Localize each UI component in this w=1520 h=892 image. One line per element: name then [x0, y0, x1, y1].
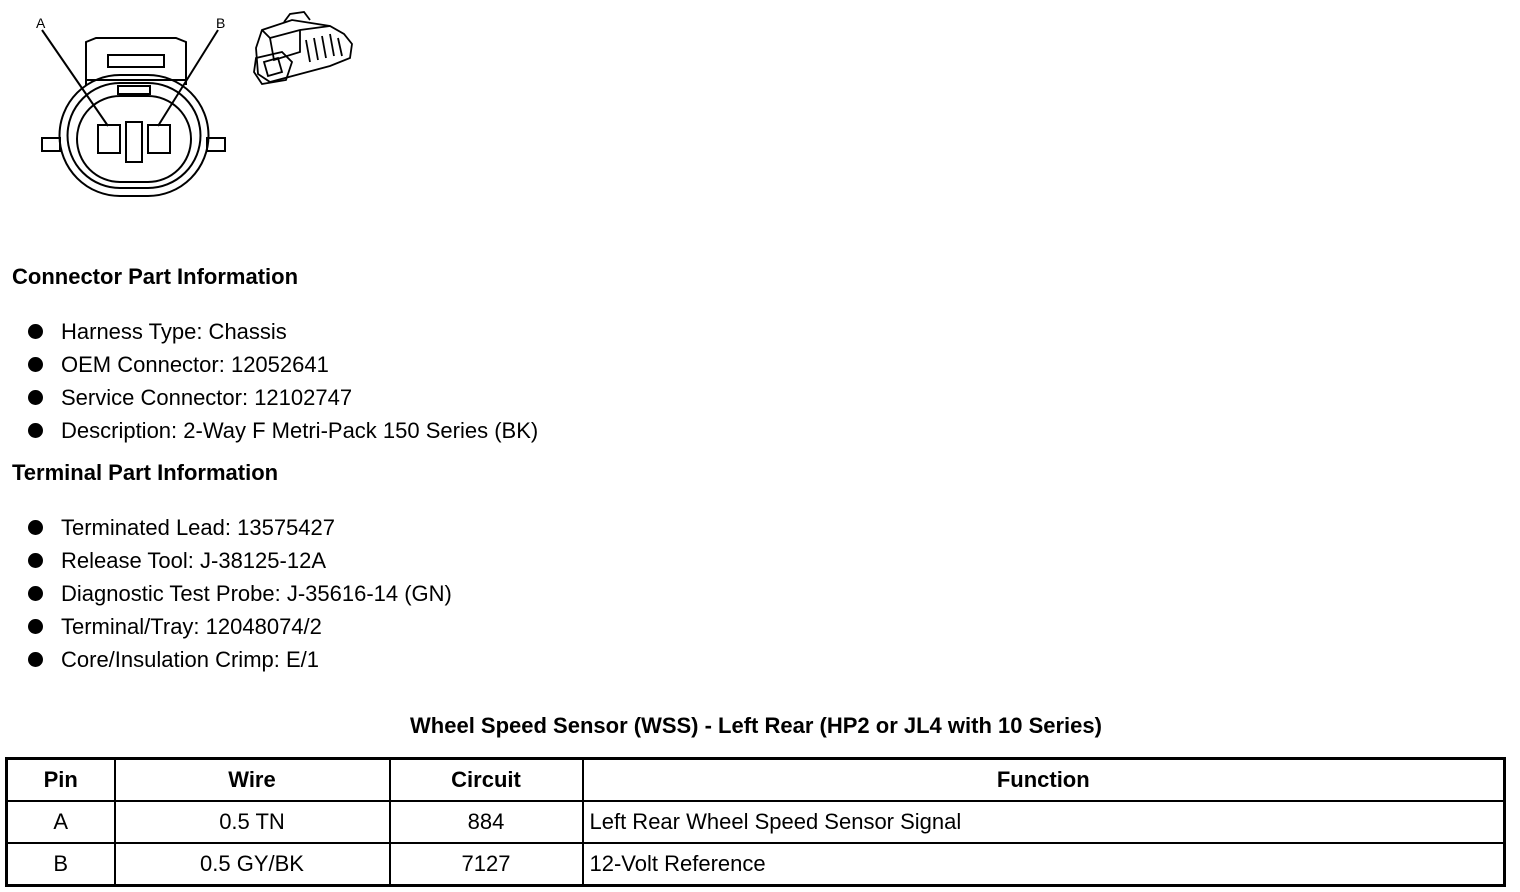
connector-info-list — [28, 315, 538, 447]
table-row — [7, 801, 1505, 843]
list-item: Harness Type: Chassis — [28, 315, 538, 348]
connector-info-heading: Connector Part Information — [12, 264, 299, 289]
pin-table — [5, 757, 1506, 887]
bullet-icon — [28, 619, 43, 634]
cell-circuit: 7127 — [390, 843, 583, 886]
header-wire: Wire — [115, 759, 390, 802]
bullet-icon — [28, 652, 43, 667]
cell-wire: 0.5 GY/BK — [115, 843, 390, 886]
list-item: Service Connector: 12102747 — [28, 381, 538, 414]
connector-diagram — [0, 0, 380, 210]
header-pin: Pin — [7, 759, 115, 802]
cell-pin: B — [7, 843, 115, 886]
terminal-info-list — [28, 511, 452, 676]
bullet-icon — [28, 390, 43, 405]
pin-table-title: Wheel Speed Sensor (WSS) - Left Rear (HP2 or JL4 with 10 Series) — [410, 713, 1102, 738]
list-item: Terminal/Tray: 12048074/2 — [28, 610, 452, 643]
header-function: Function — [583, 759, 1505, 802]
cell-pin: A — [7, 801, 115, 843]
list-item: Core/Insulation Crimp: E/1 — [28, 643, 452, 676]
list-item: Description: 2-Way F Metri-Pack 150 Series (BK) — [28, 414, 538, 447]
bullet-icon — [28, 357, 43, 372]
terminal-info-heading: Terminal Part Information — [12, 460, 279, 485]
list-item: OEM Connector: 12052641 — [28, 348, 538, 381]
header-circuit: Circuit — [390, 759, 583, 802]
cell-function: 12-Volt Reference — [583, 843, 1505, 886]
list-item: Diagnostic Test Probe: J-35616-14 (GN) — [28, 577, 452, 610]
bullet-icon — [28, 553, 43, 568]
list-item: Release Tool: J-38125-12A — [28, 544, 452, 577]
list-item: Terminated Lead: 13575427 — [28, 511, 452, 544]
connector-isometric-sketch — [254, 12, 352, 84]
bullet-icon — [28, 586, 43, 601]
pin-b-label: B — [216, 15, 226, 31]
bullet-icon — [28, 324, 43, 339]
table-header-row — [7, 759, 1505, 802]
pin-a-label: A — [36, 15, 46, 31]
bullet-icon — [28, 423, 43, 438]
bullet-icon — [28, 520, 43, 535]
cell-circuit: 884 — [390, 801, 583, 843]
cell-wire: 0.5 TN — [115, 801, 390, 843]
table-row — [7, 843, 1505, 886]
cell-function: Left Rear Wheel Speed Sensor Signal — [583, 801, 1505, 843]
